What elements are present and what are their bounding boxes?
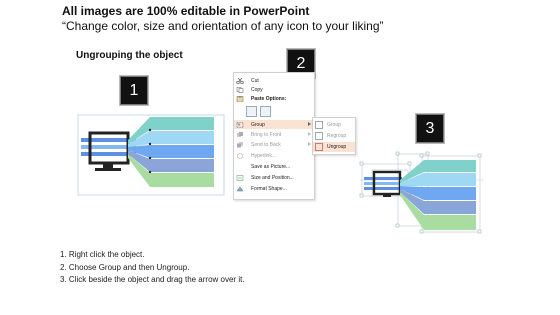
submenu-item-group[interactable]: Group — [313, 120, 355, 130]
group-icon — [315, 121, 323, 129]
menu-item-save-as-picture[interactable]: Save as Picture... — [234, 162, 314, 171]
submenu-arrow-icon — [308, 142, 311, 146]
submenu-arrow-icon — [308, 132, 311, 136]
paste-icon — [236, 96, 244, 102]
menu-item-hyperlink[interactable]: Hyperlink... — [234, 151, 314, 160]
menu-item-paste-options: Paste Options: — [234, 94, 314, 103]
menu-item-format-shape[interactable]: Format Shape... — [234, 184, 314, 193]
instructions-list — [60, 249, 245, 287]
ungrouped-object-graphic[interactable] — [358, 150, 486, 238]
hyperlink-icon — [236, 153, 244, 159]
scissors-icon — [236, 78, 244, 84]
instruction-step-1: 1. Right click the object. — [60, 250, 145, 259]
instruction-step-2: 2. Choose Group and then Ungroup. — [60, 262, 190, 272]
grouped-object-graphic[interactable] — [76, 110, 226, 196]
ungroup-icon — [315, 143, 323, 151]
arrows-left — [364, 177, 402, 190]
regroup-icon — [315, 132, 323, 140]
page-subtitle: “Change color, size and orientation of any icon to your liking” — [62, 19, 384, 33]
step-badge-1: 1 — [120, 76, 148, 105]
size-position-icon — [236, 175, 244, 181]
group-icon — [236, 122, 244, 128]
instruction-step-3: 3. Click beside the object and drag the arrow over it. — [60, 275, 245, 284]
menu-item-send-to-back[interactable]: Send to Back — [234, 140, 314, 149]
bring-front-icon — [236, 132, 244, 138]
paste-picture-icon[interactable] — [260, 106, 271, 117]
save-picture-icon — [236, 164, 244, 170]
submenu-item-regroup[interactable]: Regroup — [313, 131, 355, 141]
submenu-arrow-icon — [308, 122, 311, 126]
paste-options-row — [234, 104, 314, 118]
context-menu — [233, 72, 315, 200]
step-badge-3: 3 — [416, 114, 444, 143]
menu-item-group[interactable]: Group — [234, 120, 314, 129]
group-submenu — [312, 117, 356, 155]
menu-item-bring-to-front[interactable]: Bring to Front — [234, 130, 314, 139]
page-title: All images are 100% editable in PowerPoint — [62, 4, 310, 18]
step-badge-2: 2 — [287, 49, 315, 78]
format-shape-icon — [236, 186, 244, 192]
paste-keep-format-icon[interactable] — [246, 106, 257, 117]
menu-item-cut[interactable]: Cut — [234, 76, 314, 85]
menu-item-copy[interactable]: Copy — [234, 85, 314, 94]
menu-item-size-and-position[interactable]: Size and Position... — [234, 173, 314, 182]
submenu-item-ungroup[interactable]: Ungroup — [313, 142, 355, 152]
copy-icon — [236, 87, 244, 93]
section-title: Ungrouping the object — [76, 50, 183, 61]
send-back-icon — [236, 142, 244, 148]
